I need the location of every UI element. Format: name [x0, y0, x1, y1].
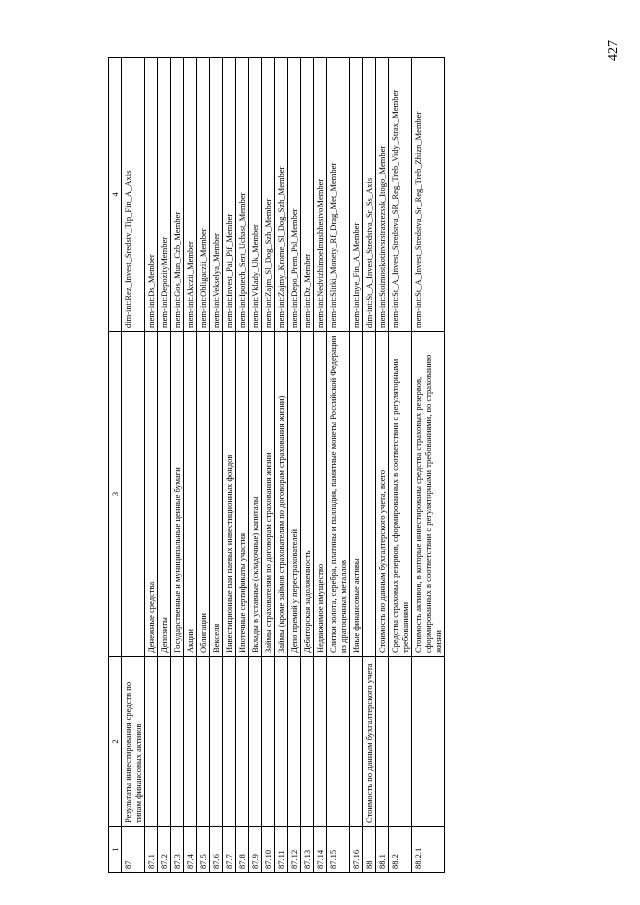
row-description-cell	[122, 332, 145, 657]
table-row	[236, 58, 249, 873]
row-name-cell	[184, 657, 197, 827]
header-cell-3: 3	[109, 332, 122, 657]
row-code-cell: mem-int:Zajmy_Krome_Sl_Dog_Szh_Member	[275, 58, 288, 332]
row-number-cell: 87.6	[210, 827, 223, 873]
row-name-cell	[350, 657, 363, 827]
table-row	[145, 58, 158, 873]
row-description-cell: Вклады в уставные (складочные) капиталы	[249, 332, 262, 657]
page-number: 427	[606, 40, 621, 61]
row-number-cell: 87.12	[288, 827, 301, 873]
table-row	[171, 58, 184, 873]
row-number-cell: 87	[122, 827, 145, 873]
table-row	[275, 58, 288, 873]
row-description-cell: Займы страхователям по договорам страхования жизни	[262, 332, 275, 657]
row-name-cell	[288, 657, 301, 827]
row-description-cell: Средства страховых резервов, сформированных в соответствии с регуляторными требованиями	[389, 332, 412, 657]
row-description-cell: Слитки золота, серебра, платины и палладия, памятные монеты Российской Федерации из драгоценных металлов	[327, 332, 350, 657]
row-number-cell: 87.7	[223, 827, 236, 873]
row-description-cell: Стоимость активов, в которые инвестированы средства страховых резервов, сформированных в соответствии с регуляторными требованиями, по страхованию жизни	[412, 332, 445, 657]
row-code-cell: mem-int:Obligaczii_Member	[197, 58, 210, 332]
row-code-cell: mem-int:Ipotech_Sert_Uchast_Member	[236, 58, 249, 332]
row-name-cell	[158, 657, 171, 827]
row-name-cell	[412, 657, 445, 827]
table-row	[412, 58, 445, 873]
row-name-cell	[314, 657, 327, 827]
row-number-cell: 87.10	[262, 827, 275, 873]
table-row	[376, 58, 389, 873]
row-description-cell: Акции	[184, 332, 197, 657]
table-row	[158, 58, 171, 873]
table-row	[288, 58, 301, 873]
row-number-cell: 88.1	[376, 827, 389, 873]
header-cell-2: 2	[109, 657, 122, 827]
row-code-cell: mem-int:St_A_Invest_Stredstva_Sr_Reg_Treb_Zhizn_Member	[412, 58, 445, 332]
row-code-cell: mem-int:NedvizhimoeImushhestvoMember	[314, 58, 327, 332]
row-number-cell: 87.1	[145, 827, 158, 873]
row-number-cell: 88	[363, 827, 376, 873]
row-description-cell: Ипотечные сертификаты участия	[236, 332, 249, 657]
table-row	[262, 58, 275, 873]
row-name-cell	[236, 657, 249, 827]
row-code-cell: dim-int:Rez_Invest_Sredstv_Tip_Fin_A_Axis	[122, 58, 145, 332]
row-name-cell: Результаты инвестирования средств по типам финансовых активов	[122, 657, 145, 827]
table-row	[122, 58, 145, 873]
table-row	[210, 58, 223, 873]
row-name-cell	[301, 657, 314, 827]
row-description-cell: Денежные средства	[145, 332, 158, 657]
row-number-cell: 87.8	[236, 827, 249, 873]
table-row	[314, 58, 327, 873]
row-number-cell: 87.14	[314, 827, 327, 873]
row-number-cell: 87.2	[158, 827, 171, 873]
table-row	[327, 58, 350, 873]
row-code-cell: mem-int:St_A_Invest_Stredstva_SR_Reg_Treb_Vidy_Strax_Member	[389, 58, 412, 332]
row-name-cell	[145, 657, 158, 827]
row-name-cell	[275, 657, 288, 827]
row-code-cell: dim-int:St_A_Invest_Stredstva_Sr_Ss_Axis	[363, 58, 376, 332]
row-description-cell: Иные финансовые активы	[350, 332, 363, 657]
row-description-cell: Депозиты	[158, 332, 171, 657]
header-cell-4: 4	[109, 58, 122, 332]
row-code-cell: mem-int:Depo_Prem_Psl_Member	[288, 58, 301, 332]
row-name-cell	[389, 657, 412, 827]
row-code-cell: mem-int:Invest_Pai_Pif_Member	[223, 58, 236, 332]
rotated-table-container	[108, 58, 518, 873]
row-number-cell: 87.5	[197, 827, 210, 873]
row-code-cell: mem-int:DepozityMember	[158, 58, 171, 332]
row-code-cell: mem-int:Zajm_Sl_Dog_Szh_Member	[262, 58, 275, 332]
row-code-cell: mem-int:Slitki_Monety_Rf_Drag_Met_Member	[327, 58, 350, 332]
row-description-cell: Инвестиционные паи паевых инвестиционных фондов	[223, 332, 236, 657]
row-number-cell: 87.9	[249, 827, 262, 873]
row-description-cell: Стоимость по данным бухгалтерского учета, всего	[376, 332, 389, 657]
row-name-cell	[171, 657, 184, 827]
table-row	[350, 58, 363, 873]
row-number-cell: 87.11	[275, 827, 288, 873]
row-name-cell: Стоимость по данным бухгалтерского учета	[363, 657, 376, 827]
row-number-cell: 88.2.1	[412, 827, 445, 873]
attribute-table	[108, 57, 445, 873]
row-code-cell: mem-int:Ds_Member	[145, 58, 158, 332]
row-name-cell	[210, 657, 223, 827]
row-name-cell	[327, 657, 350, 827]
table-row	[184, 58, 197, 873]
row-description-cell: Депо премий у перестрахователей	[288, 332, 301, 657]
row-name-cell	[197, 657, 210, 827]
table-row	[223, 58, 236, 873]
row-name-cell	[223, 657, 236, 827]
header-cell-1: 1	[109, 827, 122, 873]
table-row	[363, 58, 376, 873]
row-number-cell: 87.16	[350, 827, 363, 873]
row-description-cell: Государственные и муниципальные ценные бумаги	[171, 332, 184, 657]
row-code-cell: mem-int:Akczii_Member	[184, 58, 197, 332]
row-name-cell	[376, 657, 389, 827]
row-number-cell: 87.15	[327, 827, 350, 873]
row-description-cell	[363, 332, 376, 657]
header-row	[109, 58, 122, 873]
row-number-cell: 87.3	[171, 827, 184, 873]
row-description-cell: Недвижимое имущество	[314, 332, 327, 657]
row-number-cell: 88.2	[389, 827, 412, 873]
row-number-cell: 87.4	[184, 827, 197, 873]
row-code-cell: mem-int:Gos_Mun_Czb_Member	[171, 58, 184, 332]
row-description-cell: Векселя	[210, 332, 223, 657]
table-row	[301, 58, 314, 873]
row-code-cell: mem-int:Vekselya_Member	[210, 58, 223, 332]
row-description-cell: Облигации	[197, 332, 210, 657]
row-number-cell: 87.13	[301, 827, 314, 873]
table-row	[197, 58, 210, 873]
table-row	[249, 58, 262, 873]
row-name-cell	[249, 657, 262, 827]
row-description-cell: Займы (кроме займов страхователям по договорам страхования жизни)	[275, 332, 288, 657]
row-name-cell	[262, 657, 275, 827]
row-code-cell: mem-int:Vklady_Uk_Member	[249, 58, 262, 332]
row-code-cell: mem-int:Dz_Member	[301, 58, 314, 332]
table-row	[389, 58, 412, 873]
row-code-cell: mem-int:Inye_Fin_A_Member	[350, 58, 363, 332]
row-description-cell: Дебиторская задолженность	[301, 332, 314, 657]
row-code-cell: mem-int:Stoimostkotinvsrstraxrezssk_Itogo_Member	[376, 58, 389, 332]
